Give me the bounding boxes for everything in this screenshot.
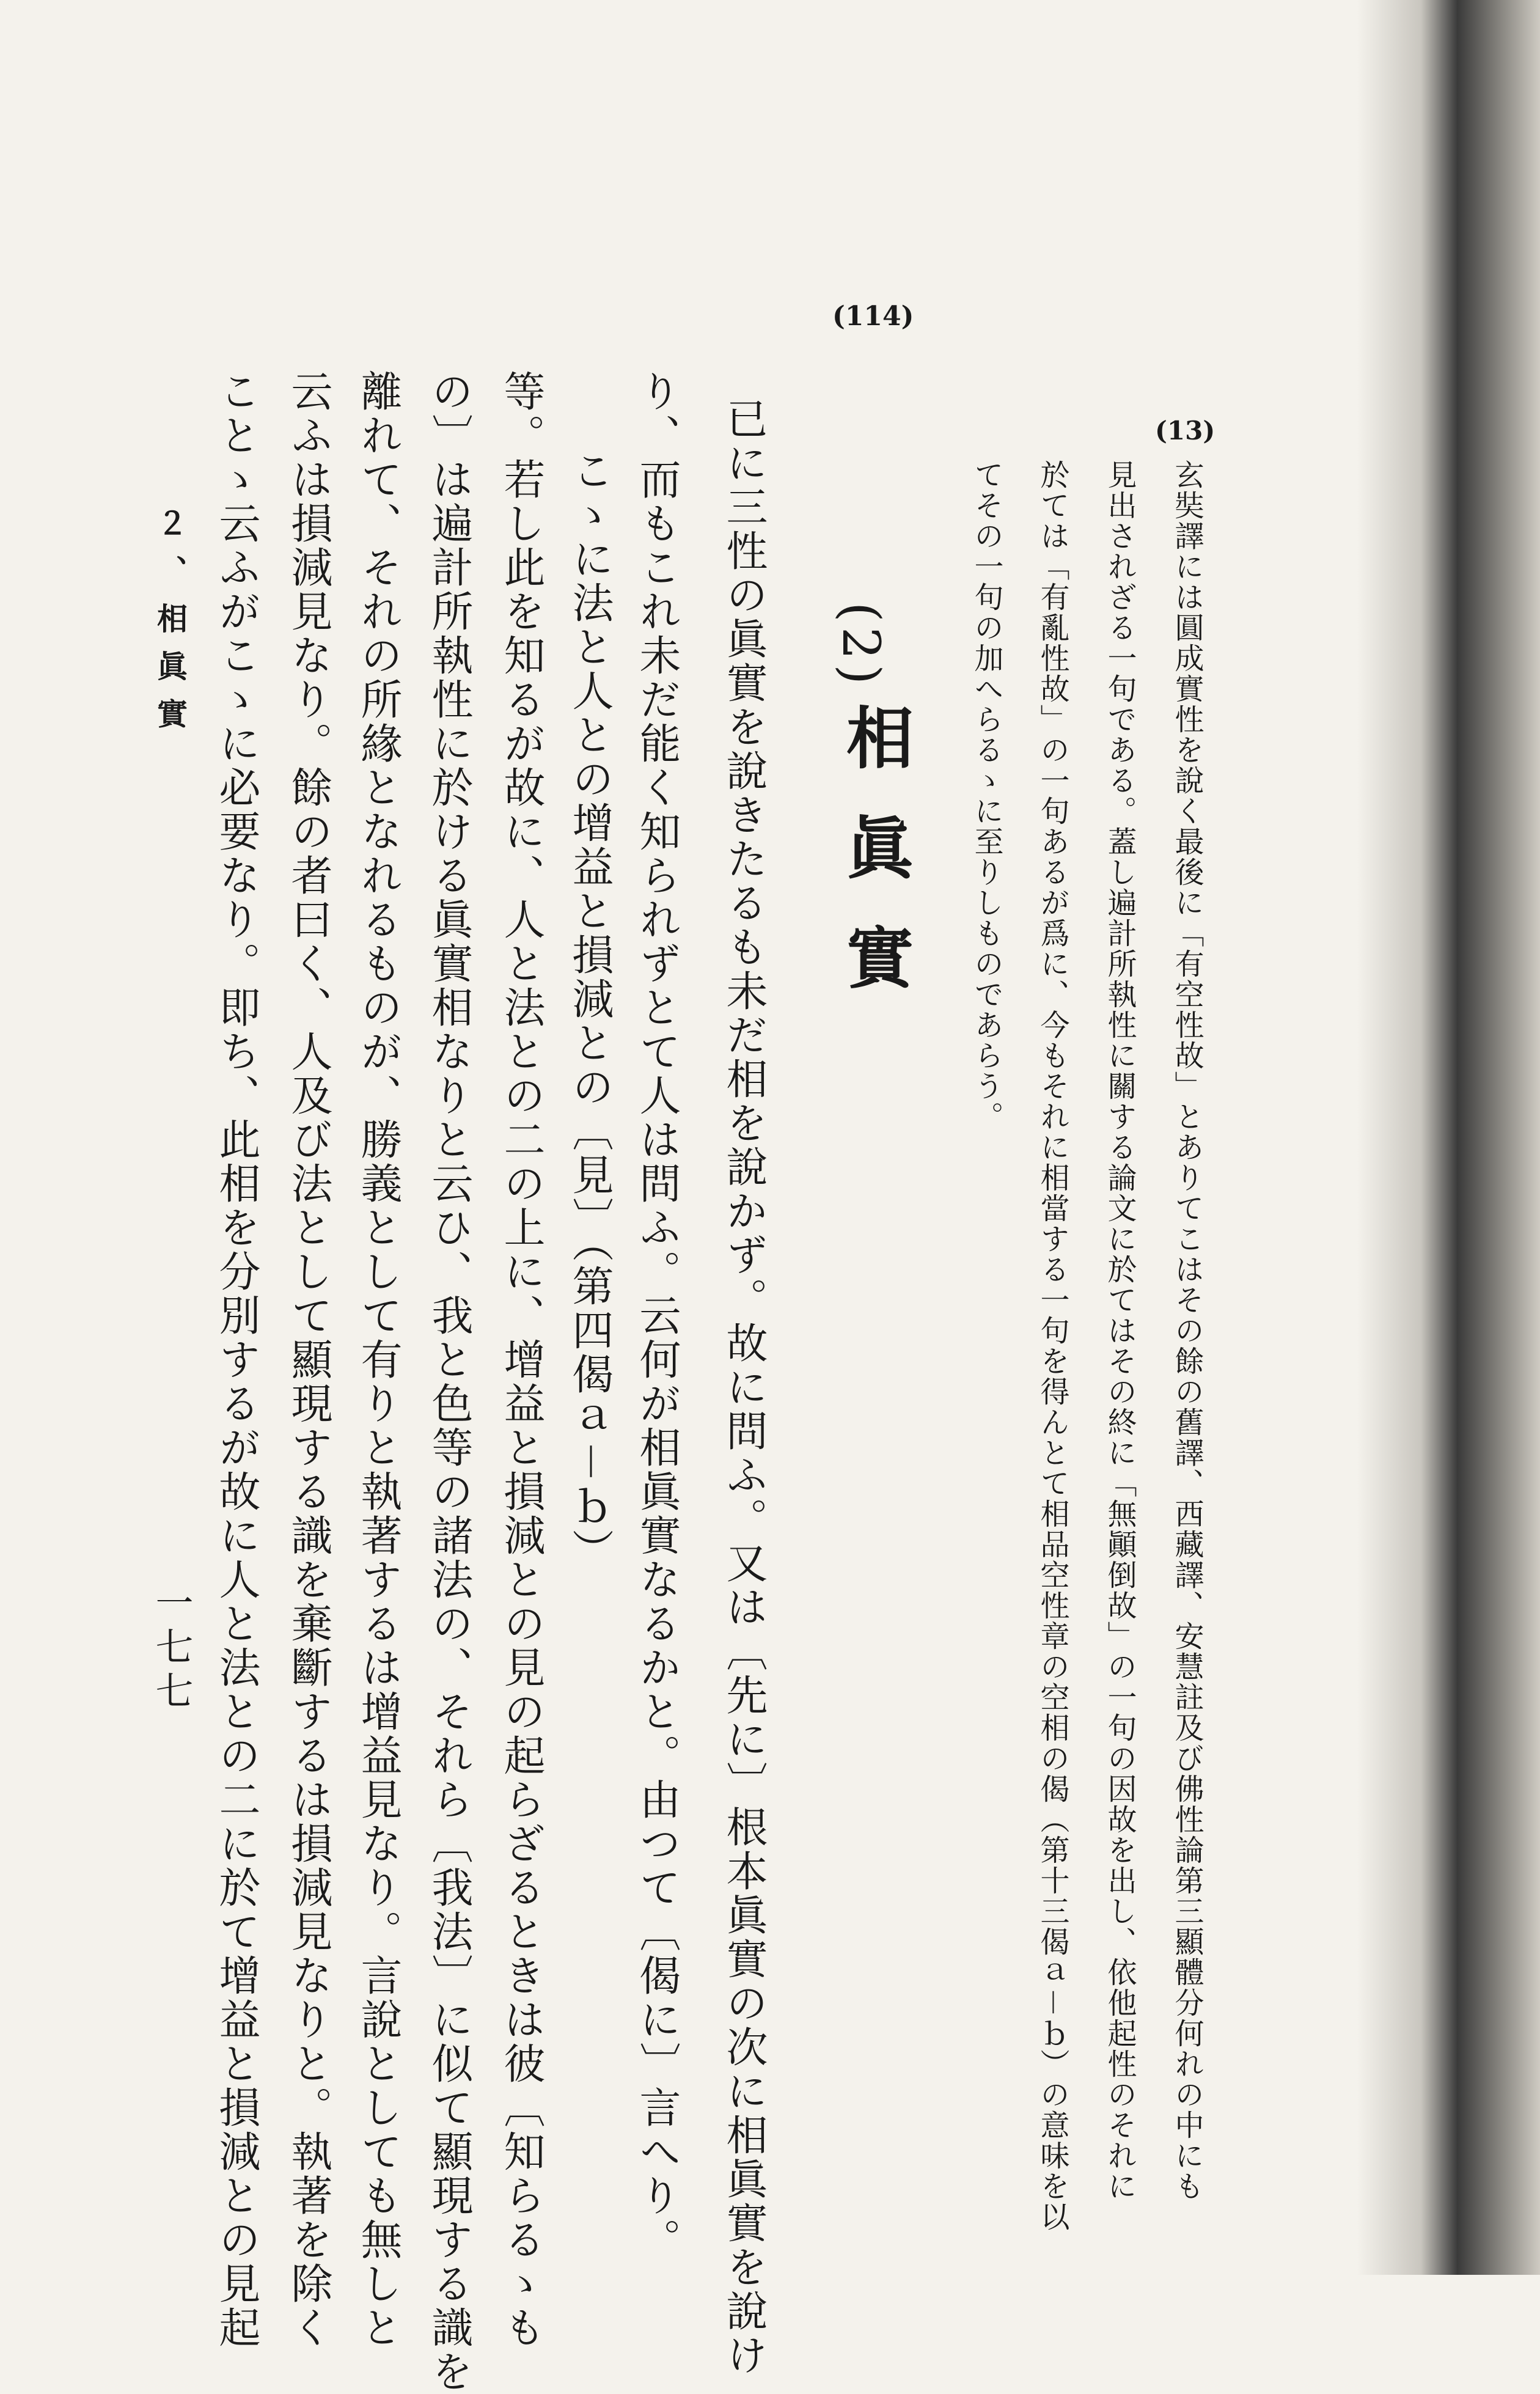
note-line-1: 玄奘譯には圓成實性を說く最後に「有空性故」とありてこはその餘の舊譯、西藏譯、安慧註及び佛性論第三顯體分何れの中にも — [1170, 460, 1204, 2201]
body-line-7: 云ふは損減見なり。餘の者曰く、人及び法として顯現する識を棄斷するは損減見なりと。執著を除く — [284, 370, 332, 2350]
body-line-3-verse: こゝに法と人との增益と損減との〔見〕（第四偈ａ－ｂ） — [565, 449, 614, 1573]
body-line-4: 等。若し此を知るが故に、人と法との二の上に、增益と損減との見の起らざるときは彼〔知らるゝも — [497, 370, 545, 2350]
section-title: 相眞實 — [835, 703, 914, 1033]
body-line-1: 已に三性の眞實を說きたるも未だ相を說かず。故に問ふ。又は〔先に〕根本眞實の次に相眞實を說け — [719, 397, 768, 2377]
body-line-8: ことゝ云ふがこゝに必要なり。即ち、此相を分別するが故に人と法との二に於て增益と損減との見起 — [212, 370, 260, 2350]
page-header-number: (114) — [832, 301, 914, 332]
note-number: (13) — [1155, 416, 1216, 446]
running-head: ２、相眞實 — [152, 507, 188, 746]
section-number: (2) — [831, 602, 891, 689]
note-line-2: 見出されざる一句である。蓋し遍計所執性に關する論文に於てはその終に「無顚倒故」の一句の因故を出し、依他起性のそれに — [1102, 460, 1137, 2201]
body-line-2: り、而もこれ未だ能く知られずとて人は問ふ。云何が相眞實なるかと。由つて〔偈に〕言へり。 — [632, 370, 681, 2262]
book-binding-shadow — [1357, 0, 1540, 2275]
note-line-4: てその一句の加へらるゝに至りしものであらう。 — [969, 460, 1003, 1132]
body-line-6: 離れて、それの所緣となれるものが、勝義として有りと執著するは增益見なり。言說としても無しと — [354, 370, 402, 2350]
page-folio: 一七七 — [149, 1583, 194, 1715]
note-line-3: 於ては「有亂性故」の一句あるが爲に、今もそれに相當する一句を得んとて相品空性章の空相の偈（第十三偈ａ－ｂ）の意味を以 — [1035, 460, 1069, 2232]
body-line-5: の〕は遍計所執性に於ける眞實相なりと云ひ、我と色等の諸法の、それら〔我法〕に似て顯現する識を — [425, 370, 473, 2394]
